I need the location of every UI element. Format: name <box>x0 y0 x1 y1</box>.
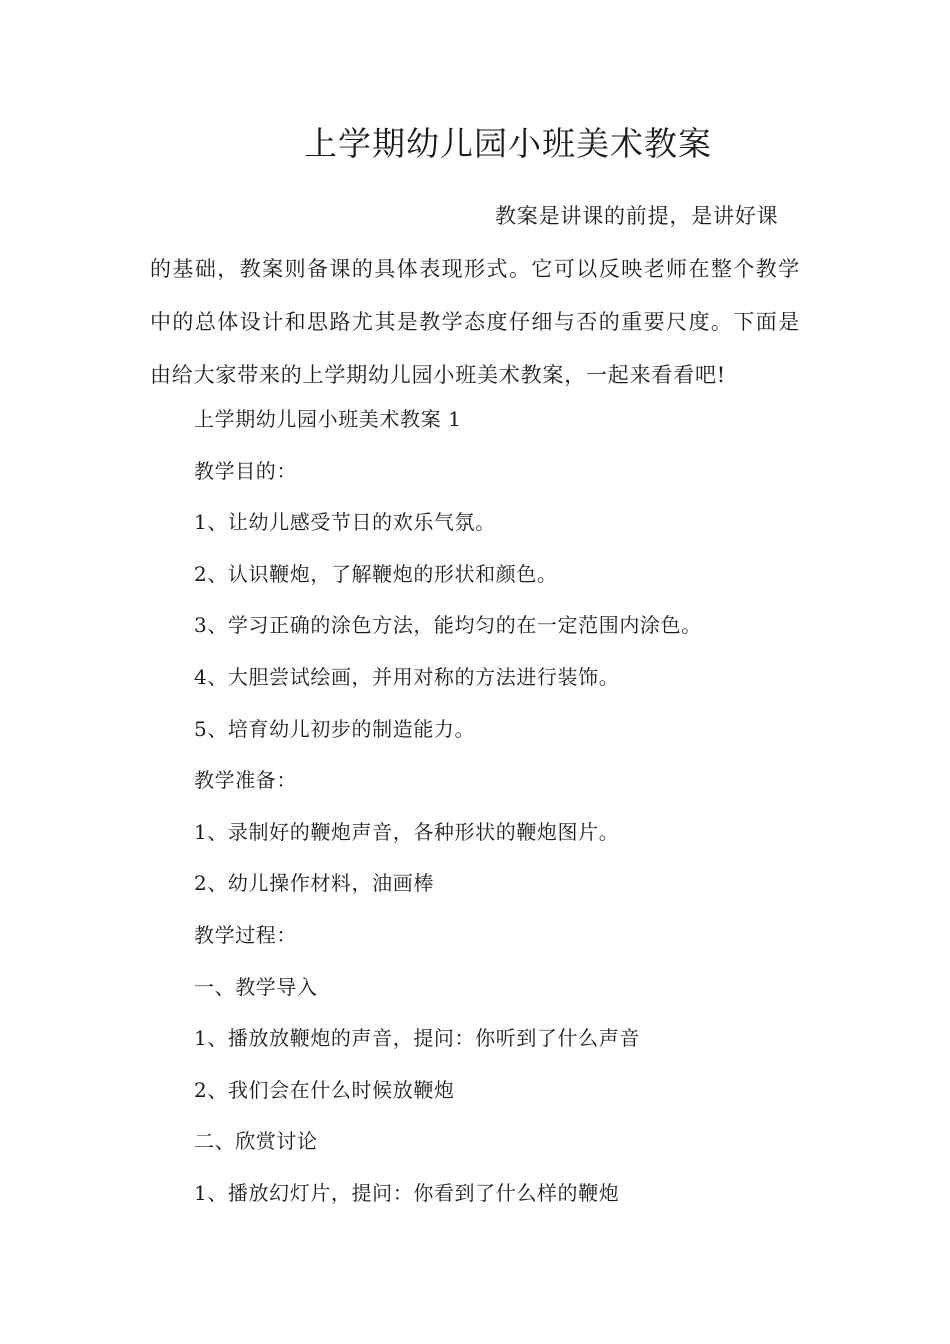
heading-process: 教学过程： <box>194 922 297 947</box>
lesson-content <box>194 394 814 1220</box>
objective-item: 5、培育幼儿初步的制造能力。 <box>194 716 476 741</box>
objective-item: 2、认识鞭炮，了解鞭炮的形状和颜色。 <box>194 561 558 586</box>
heading-preparation: 教学准备： <box>194 768 297 793</box>
intro-paragraph <box>150 190 800 402</box>
process-item: 1、播放幻灯片，提问：你看到了什么样的鞭炮 <box>194 1180 620 1205</box>
intro-body: 的基础，教案则备课的具体表现形式。它可以反映老师在整个教学中的总体设计和思路尤其是教学态度仔细与否的重要尺度。下面是由给大家带来的上学期幼儿园小班美术教案，一起来看看吧! <box>150 257 800 387</box>
intro-first-line: 教案是讲课的前提，是讲好课 <box>495 204 779 228</box>
objective-item: 3、学习正确的涂色方法，能均匀的在一定范围内涂色。 <box>194 613 702 638</box>
process-item: 1、播放放鞭炮的声音，提问：你听到了什么声音 <box>194 1026 640 1051</box>
process-item: 2、我们会在什么时候放鞭炮 <box>194 1077 455 1102</box>
process-subheading: 一、教学导入 <box>194 974 318 999</box>
document-title: 上学期幼儿园小班美术教案 <box>304 124 712 163</box>
process-subheading: 二、欣赏讨论 <box>194 1129 318 1154</box>
objective-item: 1、让幼儿感受节日的欢乐气氛。 <box>194 510 496 535</box>
preparation-item: 2、幼儿操作材料，油画棒 <box>194 871 434 896</box>
objective-item: 4、大胆尝试绘画，并用对称的方法进行装饰。 <box>194 664 620 689</box>
section-heading-lesson-1: 上学期幼儿园小班美术教案 1 <box>194 407 462 431</box>
heading-objectives: 教学目的： <box>194 458 297 483</box>
preparation-item: 1、录制好的鞭炮声音，各种形状的鞭炮图片。 <box>194 819 620 844</box>
